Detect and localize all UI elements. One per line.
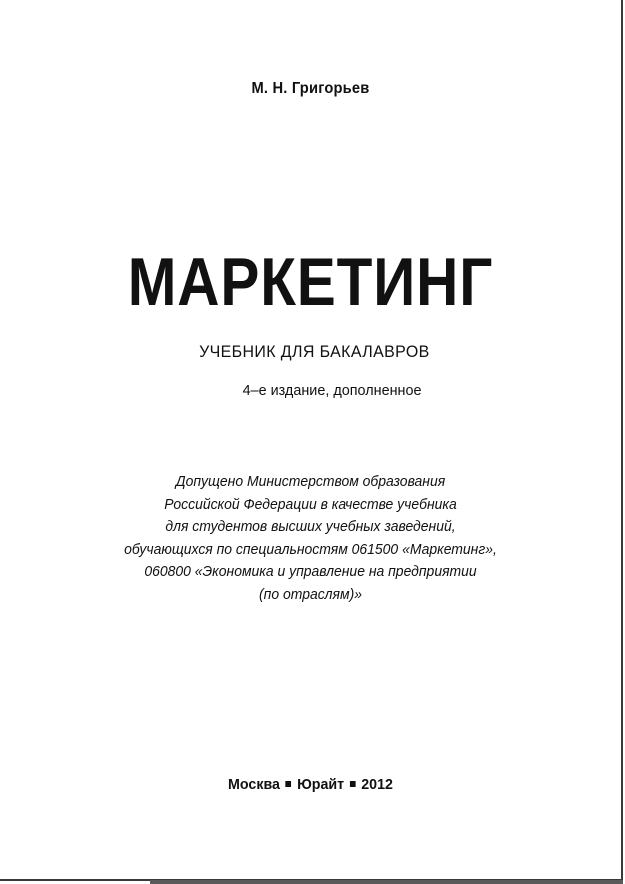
book-title: МАРКЕТИНГ (127, 244, 494, 320)
approval-line: 060800 «Экономика и управление на предприятии (144, 563, 477, 580)
bullet-separator (286, 781, 292, 787)
book-subtitle: УЧЕБНИК ДЛЯ БАКАЛАВРОВ (199, 342, 430, 361)
ministry-approval (0, 471, 621, 606)
imprint (16, 776, 606, 793)
approval-line: (по отраслям)» (259, 585, 362, 603)
bullet-separator (350, 781, 356, 787)
approval-line: для студентов высших учебных заведений, (165, 518, 456, 535)
approval-line: обучающихся по специальностям 061500 «Маркетинг», (124, 540, 497, 558)
page-shadow (150, 880, 623, 884)
imprint-publisher: Юрайт (297, 776, 345, 793)
author-name: М. Н. Григорьев (251, 80, 370, 97)
page-edge-right (621, 0, 623, 884)
edition-note: 4–е издание, дополненное (242, 382, 422, 399)
approval-line: Допущено Министерством образования (175, 473, 446, 490)
approval-line: Российской Федерации в качестве учебника (164, 495, 457, 513)
imprint-year: 2012 (361, 776, 393, 793)
imprint-city: Москва (228, 776, 280, 793)
